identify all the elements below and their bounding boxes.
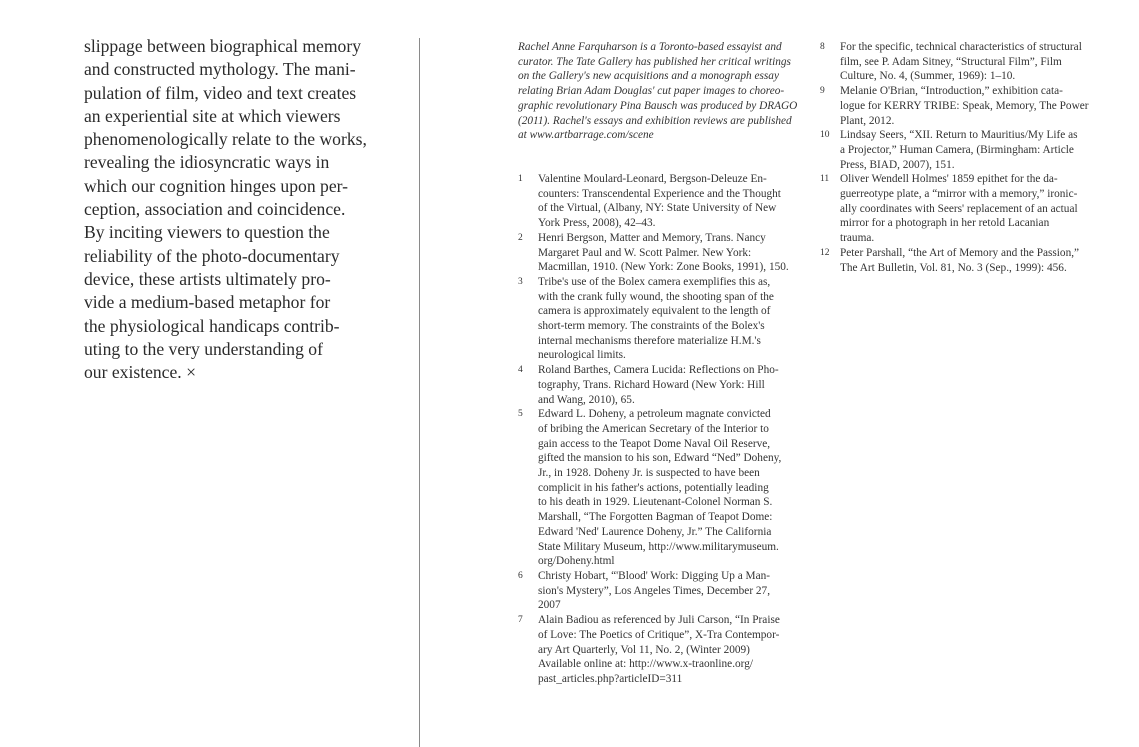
endnote: [518, 363, 803, 407]
endnote-line: gifted the mansion to his son, Edward “Ned” Doheny,: [538, 452, 782, 465]
column-divider: [419, 38, 420, 747]
endnote-line: Henri Bergson, Matter and Memory, Trans. Nancy: [538, 231, 766, 244]
endnote-line: a Projector,” Human Camera, (Birmingham: Article: [840, 143, 1074, 156]
endnote-line: State Military Museum, http://www.militarymuseum.: [538, 540, 779, 553]
endnote: [518, 407, 803, 569]
endnote-line: Valentine Moulard-Leonard, Bergson-Deleuze En-: [538, 173, 767, 185]
bio-line: at www.artbarrage.com/scene: [518, 129, 654, 142]
body-paragraph: [84, 35, 404, 384]
body-line: device, these artists ultimately pro-: [84, 268, 331, 289]
endnote-line: gain access to the Teapot Dome Naval Oil Reserve,: [538, 437, 771, 450]
body-line: vide a medium-based metaphor for: [84, 292, 331, 313]
endnote-line: complicit in his father's actions, potentially leading: [538, 481, 769, 494]
endnote-line: ally coordinates with Seers' replacement of an actual: [840, 202, 1078, 215]
endnote-line: Edward 'Ned' Laurence Doheny, Jr.” The California: [538, 525, 772, 538]
body-line: the physiological handicaps contrib-: [84, 315, 340, 336]
endnote-line: film, see P. Adam Sitney, “Structural Film”, Film: [840, 55, 1062, 68]
endnote-line: org/Doheny.html: [538, 555, 615, 568]
endnote-number: 3: [518, 276, 523, 287]
endnote-line: trauma.: [840, 232, 875, 245]
endnote: [820, 84, 1105, 128]
endnote-line: of Love: The Poetics of Critique”, X-Tra Contempor-: [538, 628, 780, 641]
endnote-number: 9: [820, 86, 825, 97]
endnote-line: Roland Barthes, Camera Lucida: Reflections on Pho-: [538, 364, 779, 377]
endnote-line: Tribe's use of the Bolex camera exemplifies this as,: [538, 275, 771, 288]
endnote-number: 6: [518, 570, 523, 581]
endnote-line: internal mechanisms therefore materialize H.M.'s: [538, 334, 761, 347]
endnote: [820, 40, 1105, 84]
endnote-line: sion's Mystery”, Los Angeles Times, December 27,: [538, 584, 771, 597]
endnote-line: logue for KERRY TRIBE: Speak, Memory, The Power: [840, 99, 1089, 112]
endnote-line: Peter Parshall, “the Art of Memory and the Passion,”: [840, 246, 1080, 259]
bio-line: (2011). Rachel's essays and exhibition reviews are published: [518, 114, 792, 127]
endnote-line: with the crank fully wound, the shooting span of the: [538, 290, 774, 303]
endnote-number: 11: [820, 174, 830, 185]
bio-line: relating Brian Adam Douglas' cut paper images to choreo-: [518, 85, 785, 98]
author-bio: [518, 40, 803, 143]
endnote-line: guerreotype plate, a “mirror with a memory,” ironic-: [840, 188, 1078, 201]
endnote-number: 10: [820, 130, 830, 141]
endnote: [518, 569, 803, 613]
endnote: [518, 231, 803, 275]
endnotes-left: [518, 172, 803, 687]
body-line: ception, association and coincidence.: [84, 199, 346, 220]
endnote-line: Edward L. Doheny, a petroleum magnate convicted: [538, 408, 771, 421]
endnote-line: Marshall, “The Forgotten Bagman of Teapot Dome:: [538, 511, 773, 524]
bio-line: Rachel Anne Farquharson is a Toronto-based essayist and: [518, 41, 782, 53]
body-line: pulation of film, video and text creates: [84, 82, 357, 103]
endnote-line: Culture, No. 4, (Summer, 1969): 1–10.: [840, 70, 1016, 83]
endnote-line: Christy Hobart, “'Blood' Work: Digging Up a Man-: [538, 569, 771, 582]
body-line: which our cognition hinges upon per-: [84, 175, 348, 196]
endnote-line: Press, BIAD, 2007), 151.: [840, 158, 955, 171]
body-line: revealing the idiosyncratic ways in: [84, 152, 330, 173]
body-line: slippage between biographical memory: [84, 36, 362, 56]
endnote-number: 1: [518, 174, 523, 184]
endnote-line: camera is approximately equivalent to the length of: [538, 305, 771, 318]
endnote-number: 5: [518, 409, 523, 420]
endnote-line: mirror for a photograph in her retold Lacanian: [840, 217, 1050, 230]
endnote: [820, 128, 1105, 172]
endnote-line: ary Art Quarterly, Vol 11, No. 2, (Winter 2009): [538, 643, 750, 656]
endnote-line: neurological limits.: [538, 349, 626, 362]
endnote-number: 8: [820, 42, 825, 52]
endnote-line: Lindsay Seers, “XII. Return to Mauritius/My Life as: [840, 129, 1078, 142]
endnote-line: 2007: [538, 599, 561, 612]
bio-line: graphic revolutionary Pina Bausch was produced by DRAGO: [518, 99, 798, 112]
endnote-line: Alain Badiou as referenced by Juli Carson, “In Praise: [538, 614, 780, 627]
endnote-line: Jr., in 1928. Doheny Jr. is suspected to have been: [538, 467, 760, 480]
bio-line: on the Gallery's new acquisitions and a monograph essay: [518, 70, 779, 83]
body-line: reliability of the photo-documentary: [84, 245, 340, 266]
body-line: By inciting viewers to question the: [84, 222, 330, 243]
body-line: uting to the very understanding of: [84, 338, 323, 359]
endnote-number: 4: [518, 365, 523, 376]
endnote-line: York Press, 2008), 42–43.: [538, 217, 656, 230]
endnote-number: 12: [820, 247, 830, 258]
endnote-line: Available online at: http://www.x-traonline.org/: [538, 658, 754, 671]
endnote-number: 7: [518, 615, 523, 626]
bio-line: curator. The Tate Gallery has published her critical writings: [518, 55, 791, 68]
endnote-line: tography, Trans. Richard Howard (New York: Hill: [538, 378, 765, 391]
endnote-line: and Wang, 2010), 65.: [538, 393, 635, 406]
endnote-line: counters: Transcendental Experience and the Thought: [538, 187, 781, 200]
endnote: [518, 275, 803, 363]
endnote-line: Plant, 2012.: [840, 114, 895, 127]
endnote: [820, 172, 1105, 246]
endnote-line: of bribing the American Secretary of the Interior to: [538, 422, 769, 435]
endnote-line: short-term memory. The constraints of the Bolex's: [538, 320, 765, 333]
endnote-line: Margaret Paul and W. Scott Palmer. New York:: [538, 246, 752, 259]
endnote-line: Melanie O'Brian, “Introduction,” exhibition cata-: [840, 85, 1063, 98]
endnote-line: to his death in 1929. Lieutenant-Colonel Norman S.: [538, 496, 773, 509]
endnote: [518, 613, 803, 687]
endnote: [518, 172, 803, 231]
endnote-line: of the Virtual, (Albany, NY: State University of New: [538, 202, 777, 215]
endnote-line: Oliver Wendell Holmes' 1859 epithet for the da-: [840, 173, 1058, 186]
endnote-line: The Art Bulletin, Vol. 81, No. 3 (Sep., 1999): 456.: [840, 261, 1067, 274]
endnotes-right: [820, 40, 1105, 275]
endnote: [820, 246, 1105, 275]
body-line: an experiential site at which viewers: [84, 105, 341, 126]
endnote-line: For the specific, technical characteristics of structural: [840, 41, 1082, 53]
body-line: and constructed mythology. The mani-: [84, 59, 356, 80]
body-line: our existence. ×: [84, 362, 197, 383]
endnote-line: past_articles.php?articleID=311: [538, 672, 683, 685]
endnote-number: 2: [518, 232, 523, 243]
body-line: phenomenologically relate to the works,: [84, 129, 367, 150]
endnote-line: Macmillan, 1910. (New York: Zone Books, 1991), 150.: [538, 261, 789, 274]
